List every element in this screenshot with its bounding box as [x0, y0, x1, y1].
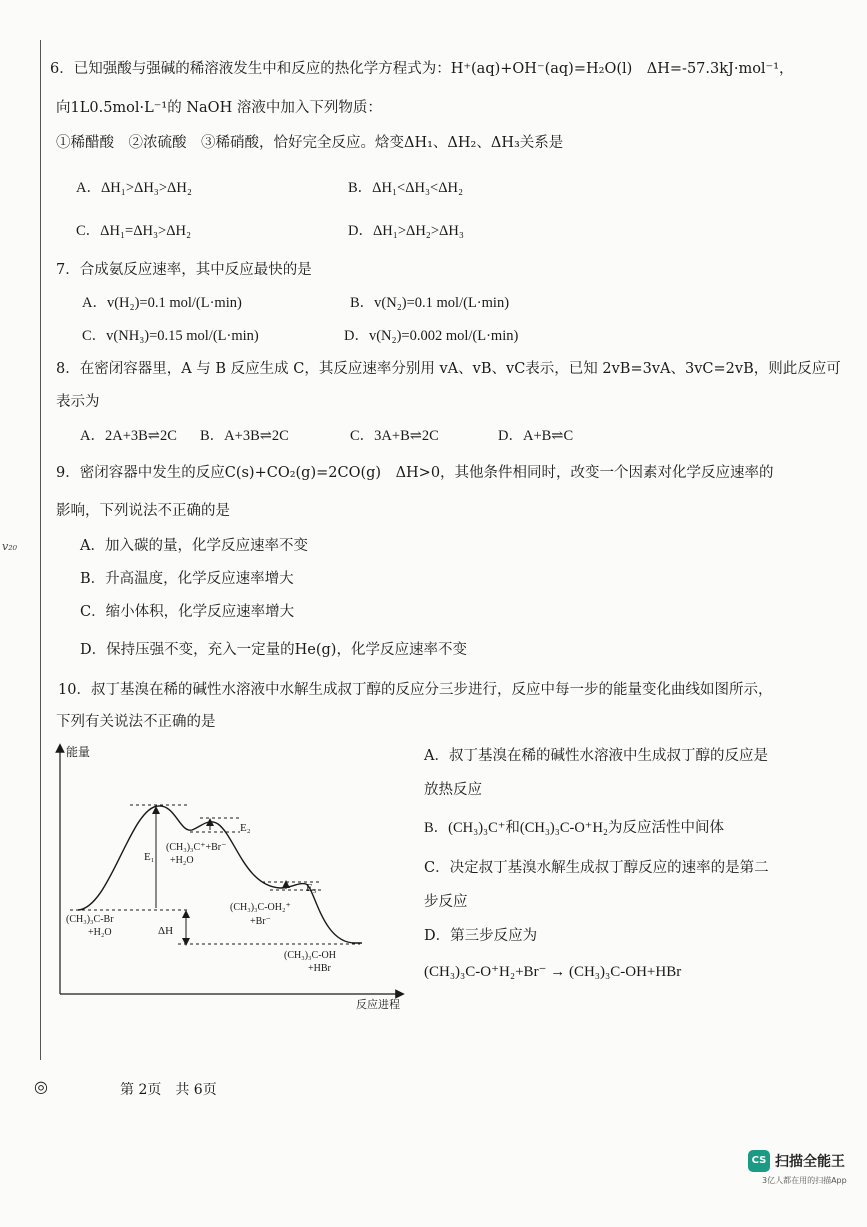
q10-option-b: B．(CH₃)₃C⁺和(CH₃)₃C-O⁺H₂为反应活性中间体	[424, 820, 724, 836]
q8-option-c: C．3A+B⇌2C	[350, 428, 439, 444]
q10-line2: 下列有关说法不正确的是	[56, 714, 216, 730]
q10-option-a-line1: A．叔丁基溴在稀的碱性水溶液中生成叔丁醇的反应是	[424, 748, 768, 764]
energy-curve	[78, 806, 362, 943]
q9-option-b: B．升高温度，化学反应速率增大	[80, 571, 294, 587]
page-number: 第 2页 共 6页	[120, 1082, 217, 1098]
int2-label-1: (CH₃)₃C-OH₂⁺	[230, 902, 291, 913]
q10-option-c-line2: 步反应	[424, 894, 468, 910]
q8-option-a: A．2A+3B⇌2C	[80, 428, 177, 444]
q8-option-d: D．A+B⇌C	[498, 428, 574, 444]
product-label-2: +HBr	[308, 963, 331, 974]
q7-option-a: A．v(H₂)=0.1 mol/(L·min)	[82, 295, 242, 311]
q10-option-c-line1: C．决定叔丁基溴水解生成叔丁醇反应的速率的是第二	[424, 860, 769, 876]
reactant-label-1: (CH₃)₃C-Br	[66, 914, 114, 925]
margin-note: v₂₀	[2, 540, 18, 553]
reactant-label-2: +H₂O	[88, 927, 112, 938]
q9-line2: 影响，下列说法不正确的是	[56, 503, 230, 519]
energy-diagram	[30, 738, 420, 1018]
q7-option-d: D．v(N₂)=0.002 mol/(L·min)	[344, 328, 519, 344]
q9-option-a: A．加入碳的量，化学反应速率不变	[80, 538, 308, 554]
q7-stem: 7．合成氨反应速率，其中反应最快的是	[56, 262, 312, 278]
q10-line1: 10．叔丁基溴在稀的碱性水溶液中水解生成叔丁醇的反应分三步进行，反应中每一步的能量变化曲线如图所示，	[58, 682, 773, 698]
q9-line1: 9．密闭容器中发生的反应C(s)+CO₂(g)=2CO(g) ΔH>0，其他条件相同时，改变一个因素对化学反应速率的	[56, 465, 774, 481]
product-label-1: (CH₃)₃C-OH	[284, 950, 336, 961]
q10-option-d-equation: (CH₃)₃C-O⁺H₂+Br⁻ → (CH₃)₃C-OH+HBr	[424, 964, 682, 980]
q10-option-d-line1: D．第三步反应为	[424, 928, 538, 944]
q7-option-c: C．v(NH₃)=0.15 mol/(L·min)	[82, 328, 259, 344]
e3-label: E₃	[306, 882, 317, 894]
q6-line2: 向1L0.5mol·L⁻¹的 NaOH 溶液中加入下列物质：	[56, 100, 382, 116]
e2-label: E₂	[240, 822, 251, 834]
q10-option-a-line2: 放热反应	[424, 782, 482, 798]
footer-mark: ◎	[34, 1077, 48, 1096]
q9-option-d: D．保持压强不变，充入一定量的He(g)，化学反应速率不变	[80, 642, 467, 658]
q6-option-a: A．ΔH₁>ΔH₃>ΔH₂	[76, 180, 192, 196]
q8-option-b: B．A+3B⇌2C	[200, 428, 289, 444]
q6-option-c: C．ΔH₁=ΔH₃>ΔH₂	[76, 223, 192, 239]
q6-line3: ①稀醋酸 ②浓硫酸 ③稀硝酸，恰好完全反应。焓变ΔH₁、ΔH₂、ΔH₃关系是	[56, 135, 564, 151]
q9-option-c: C．缩小体积，化学反应速率增大	[80, 604, 295, 620]
q8-line2: 表示为	[56, 394, 100, 410]
dh-label: ΔH	[158, 925, 174, 937]
scanner-logo: CS	[748, 1150, 770, 1172]
e1-label: E₁	[144, 851, 155, 863]
int2-label-2: +Br⁻	[250, 916, 271, 927]
q7-option-b: B．v(N₂)=0.1 mol/(L·min)	[350, 295, 510, 311]
x-axis-label: 反应进程	[356, 999, 400, 1011]
q6-option-d: D．ΔH₁>ΔH₂>ΔH₃	[348, 223, 464, 239]
q6-option-b: B．ΔH₁<ΔH₃<ΔH₂	[348, 180, 464, 196]
scanner-name: 扫描全能王	[775, 1154, 845, 1170]
y-axis-label: 能量	[66, 745, 91, 759]
q8-line1: 8．在密闭容器里，A 与 B 反应生成 C，其反应速率分别用 vA、vB、vC表示，已知 2vB=3vA、3vC=2vB，则此反应可	[56, 361, 841, 377]
q6-line1: 6．已知强酸与强碱的稀溶液发生中和反应的热化学方程式为：H⁺(aq)+OH⁻(aq)=H₂O(l) ΔH=-57.3kJ·mol⁻¹，	[50, 61, 794, 77]
int1-label-2: +H₂O	[170, 855, 194, 866]
int1-label-1: (CH₃)₃C⁺+Br⁻	[166, 842, 227, 853]
scanner-tagline: 3亿人都在用的扫描App	[762, 1176, 847, 1185]
